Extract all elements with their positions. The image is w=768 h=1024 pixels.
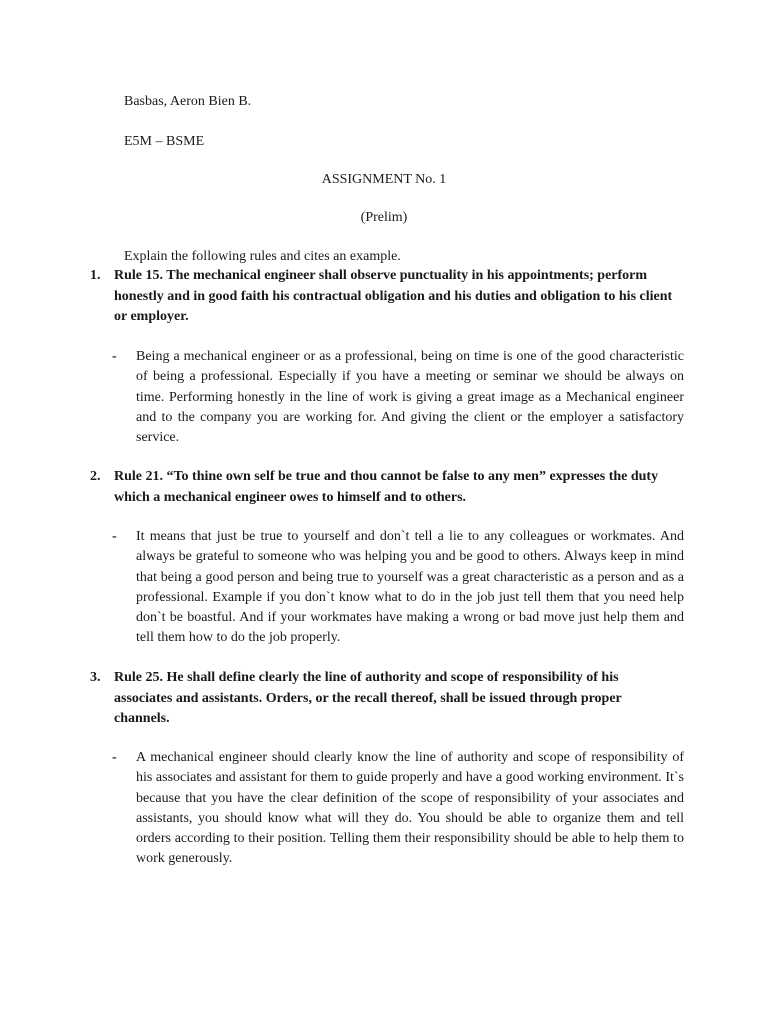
answer-text: It means that just be true to yourself and don`t tell a lie to any colleagues or workmates. And always be grateful to someone who was helping you and be good to others. Always keep in mind that being a good person and being true to yourself was a great characteristic as a person and as a professional. Example if you don`t know what to do in the job just tell them that you need help don`t be boastful. And if your workmates have making a wrong or bad move just help them and tell them how to do the job properly. — [136, 529, 684, 646]
rule-heading: Rule 25. He shall define clearly the line of authority and scope of responsibility of his associates and assistants. Orders, or the recall thereof, shall be issued through proper channels. — [114, 670, 622, 726]
bullet-dash: - — [112, 750, 117, 765]
bullet-dash: - — [112, 529, 117, 544]
answer-text: Being a mechanical engineer or as a professional, being on time is one of the good characteristic of being a professional. Especially if you have a meeting or seminar we should be always on time. Performing honestly in the line of work is giving a great image as a Mechanical engineer and to the company you are working for. And giving the client or the employer a satisfactory service. — [136, 349, 684, 446]
rule-heading: Rule 15. The mechanical engineer shall observe punctuality in his appointments; perform honestly and in good faith his contractual obligation and his duties and obligation to his client or employer. — [114, 268, 673, 324]
item-number: 2. — [90, 469, 101, 484]
bullet-dash: - — [112, 349, 117, 364]
rule-heading: Rule 21. “To thine own self be true and thou cannot be false to any men” expresses the duty which a mechanical engineer owes to himself and to others. — [114, 469, 659, 505]
course-section: E5M – BSME — [124, 134, 205, 149]
item-number: 1. — [90, 268, 101, 283]
item-number: 3. — [90, 670, 101, 685]
student-name: Basbas, Aeron Bien B. — [124, 94, 252, 109]
instruction-text: Explain the following rules and cites an example. — [124, 249, 401, 264]
assignment-title: ASSIGNMENT No. 1 — [321, 172, 447, 187]
answer-text: A mechanical engineer should clearly know the line of authority and scope of responsibility of his associates and assistant for them to guide properly and have a good working environment. It`s because that you have the clear definition of the scope of responsibility of your associates and assistants, you should know what will they do. You should be able to organize them and tell orders according to their position. Telling them their responsibility should be able to help them to work generously. — [136, 750, 684, 867]
assignment-subtitle: (Prelim) — [360, 210, 408, 225]
